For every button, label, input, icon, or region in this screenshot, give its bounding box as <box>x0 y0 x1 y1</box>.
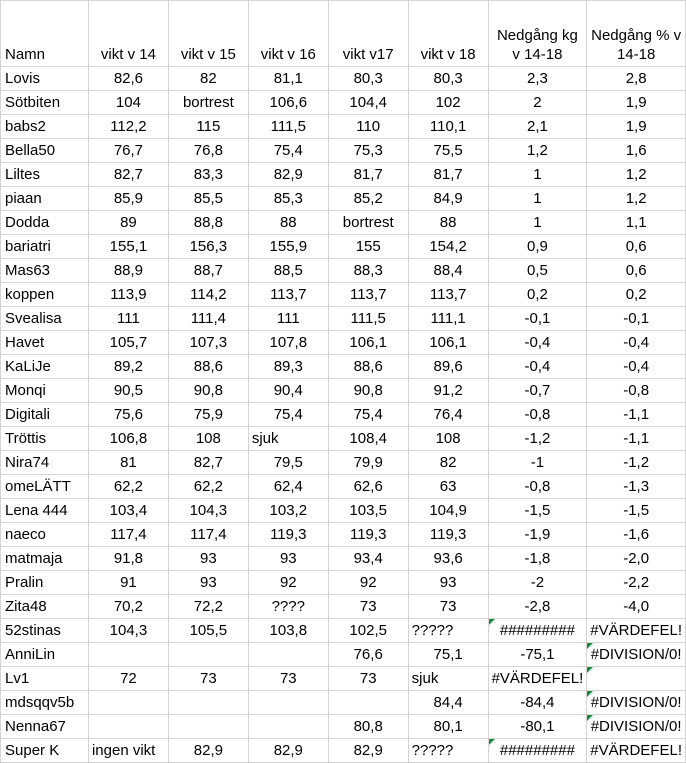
cell-week18[interactable]: 84,9 <box>408 187 488 211</box>
cell-week16[interactable]: 113,7 <box>248 283 328 307</box>
cell-week17[interactable]: 62,6 <box>328 475 408 499</box>
cell-loss-kg[interactable]: -0,8 <box>488 403 587 427</box>
cell-week15[interactable]: 76,8 <box>168 139 248 163</box>
cell-week16[interactable]: 106,6 <box>248 91 328 115</box>
cell-name[interactable]: omeLÄTT <box>1 475 89 499</box>
cell-week14[interactable]: 113,9 <box>88 283 168 307</box>
cell-week16[interactable]: sjuk <box>248 427 328 451</box>
cell-week17[interactable]: 81,7 <box>328 163 408 187</box>
cell-loss-kg[interactable]: -1,8 <box>488 547 587 571</box>
cell-loss-pct[interactable]: 2,8 <box>587 67 686 91</box>
cell-week16[interactable]: 111 <box>248 307 328 331</box>
cell-week14[interactable]: 104,3 <box>88 619 168 643</box>
cell-week17[interactable]: 155 <box>328 235 408 259</box>
cell-week14[interactable]: 112,2 <box>88 115 168 139</box>
cell-week17[interactable]: 80,3 <box>328 67 408 91</box>
cell-name[interactable]: Zita48 <box>1 595 89 619</box>
cell-week15[interactable]: 104,3 <box>168 499 248 523</box>
cell-loss-kg[interactable]: -1,9 <box>488 523 587 547</box>
cell-week15[interactable]: 114,2 <box>168 283 248 307</box>
cell-week18[interactable]: 88,4 <box>408 259 488 283</box>
cell-loss-pct[interactable]: #DIVISION/0! <box>587 643 686 667</box>
cell-week16[interactable]: 89,3 <box>248 355 328 379</box>
cell-week17[interactable]: 102,5 <box>328 619 408 643</box>
table-row <box>1 523 686 547</box>
cell-loss-kg[interactable]: 0,9 <box>488 235 587 259</box>
cell-week17[interactable]: 75,4 <box>328 403 408 427</box>
cell-week15[interactable]: 85,5 <box>168 187 248 211</box>
table-row <box>1 307 686 331</box>
cell-week18[interactable]: ????? <box>408 739 488 763</box>
cell-week15[interactable]: 156,3 <box>168 235 248 259</box>
cell-name[interactable]: piaan <box>1 187 89 211</box>
cell-week15[interactable]: 111,4 <box>168 307 248 331</box>
cell-week14[interactable]: 72 <box>88 667 168 691</box>
cell-loss-kg[interactable]: 2,3 <box>488 67 587 91</box>
cell-loss-pct[interactable]: -2,0 <box>587 547 686 571</box>
cell-name[interactable]: Nira74 <box>1 451 89 475</box>
cell-week18[interactable]: 80,1 <box>408 715 488 739</box>
header-cell-week14[interactable]: vikt v 14 <box>88 1 168 67</box>
table-row <box>1 691 686 715</box>
cell-loss-kg[interactable]: ######### <box>488 619 587 643</box>
cell-week17[interactable]: 110 <box>328 115 408 139</box>
cell-week14[interactable]: 82,7 <box>88 163 168 187</box>
cell-week17[interactable]: 73 <box>328 595 408 619</box>
cell-loss-kg[interactable]: #VÄRDEFEL! <box>488 667 587 691</box>
cell-loss-pct[interactable]: 1,2 <box>587 163 686 187</box>
table-row <box>1 739 686 763</box>
cell-week17[interactable]: 76,6 <box>328 643 408 667</box>
cell-week17[interactable]: 73 <box>328 667 408 691</box>
cell-week16[interactable]: 92 <box>248 571 328 595</box>
cell-loss-pct[interactable]: 1,9 <box>587 91 686 115</box>
cell-loss-kg[interactable]: -1 <box>488 451 587 475</box>
cell-week14[interactable]: 89 <box>88 211 168 235</box>
cell-week18[interactable]: 108 <box>408 427 488 451</box>
cell-week17[interactable]: 75,3 <box>328 139 408 163</box>
cell-week16[interactable]: 79,5 <box>248 451 328 475</box>
cell-week18[interactable]: 91,2 <box>408 379 488 403</box>
cell-loss-kg[interactable]: -84,4 <box>488 691 587 715</box>
cell-name[interactable]: mdsqqv5b <box>1 691 89 715</box>
cell-week17[interactable]: 93,4 <box>328 547 408 571</box>
cell-week14[interactable]: 117,4 <box>88 523 168 547</box>
table-row <box>1 667 686 691</box>
cell-week16[interactable]: 81,1 <box>248 67 328 91</box>
cell-name[interactable]: AnniLin <box>1 643 89 667</box>
cell-week14[interactable] <box>88 715 168 739</box>
cell-name[interactable]: Bella50 <box>1 139 89 163</box>
cell-loss-pct[interactable]: -1,1 <box>587 403 686 427</box>
cell-loss-kg[interactable]: 0,2 <box>488 283 587 307</box>
cell-week14[interactable]: 90,5 <box>88 379 168 403</box>
cell-week15[interactable]: 117,4 <box>168 523 248 547</box>
cell-week14[interactable]: 105,7 <box>88 331 168 355</box>
cell-loss-kg[interactable]: -0,4 <box>488 355 587 379</box>
cell-loss-kg[interactable]: -1,2 <box>488 427 587 451</box>
cell-loss-kg[interactable]: 1,2 <box>488 139 587 163</box>
cell-week18[interactable]: sjuk <box>408 667 488 691</box>
cell-week17[interactable]: 104,4 <box>328 91 408 115</box>
cell-week14[interactable]: 103,4 <box>88 499 168 523</box>
table-row <box>1 715 686 739</box>
cell-loss-pct[interactable]: 0,6 <box>587 259 686 283</box>
cell-week18[interactable]: 76,4 <box>408 403 488 427</box>
cell-name[interactable]: Svealisa <box>1 307 89 331</box>
cell-week16[interactable]: 93 <box>248 547 328 571</box>
cell-week17[interactable]: 113,7 <box>328 283 408 307</box>
cell-week18[interactable]: 81,7 <box>408 163 488 187</box>
cell-week18[interactable]: 73 <box>408 595 488 619</box>
cell-week14[interactable] <box>88 691 168 715</box>
cell-week18[interactable]: 75,1 <box>408 643 488 667</box>
cell-week16[interactable]: 111,5 <box>248 115 328 139</box>
header-cell-loss-kg[interactable]: Nedgång kg v 14-18 <box>488 1 587 67</box>
header-cell-week18[interactable]: vikt v 18 <box>408 1 488 67</box>
table-row <box>1 211 686 235</box>
table-row <box>1 355 686 379</box>
cell-week14[interactable]: 89,2 <box>88 355 168 379</box>
cell-loss-pct[interactable] <box>587 667 686 691</box>
cell-loss-pct[interactable]: 1,1 <box>587 211 686 235</box>
cell-week17[interactable]: 92 <box>328 571 408 595</box>
header-cell-week15[interactable]: vikt v 15 <box>168 1 248 67</box>
cell-week18[interactable]: 82 <box>408 451 488 475</box>
cell-loss-kg[interactable]: -0,7 <box>488 379 587 403</box>
cell-loss-pct[interactable]: 1,6 <box>587 139 686 163</box>
cell-loss-kg[interactable]: -0,1 <box>488 307 587 331</box>
cell-week18[interactable]: 154,2 <box>408 235 488 259</box>
table-row <box>1 379 686 403</box>
cell-week18[interactable]: 88 <box>408 211 488 235</box>
table-row <box>1 115 686 139</box>
cell-name[interactable]: bariatri <box>1 235 89 259</box>
cell-week14[interactable]: 106,8 <box>88 427 168 451</box>
cell-week16[interactable]: 88,5 <box>248 259 328 283</box>
cell-name[interactable]: Sötbiten <box>1 91 89 115</box>
cell-week18[interactable]: 93,6 <box>408 547 488 571</box>
cell-loss-kg[interactable]: 1 <box>488 163 587 187</box>
table-row <box>1 403 686 427</box>
cell-week16[interactable]: 75,4 <box>248 139 328 163</box>
cell-week17[interactable] <box>328 691 408 715</box>
cell-week16[interactable]: ???? <box>248 595 328 619</box>
cell-week16[interactable] <box>248 715 328 739</box>
cell-week16[interactable]: 85,3 <box>248 187 328 211</box>
cell-name[interactable]: Pralin <box>1 571 89 595</box>
cell-week17[interactable]: 88,6 <box>328 355 408 379</box>
cell-week18[interactable]: 89,6 <box>408 355 488 379</box>
cell-week15[interactable]: 62,2 <box>168 475 248 499</box>
cell-week14[interactable]: 75,6 <box>88 403 168 427</box>
cell-loss-pct[interactable]: #DIVISION/0! <box>587 715 686 739</box>
cell-week14[interactable]: 88,9 <box>88 259 168 283</box>
cell-week15[interactable]: 88,7 <box>168 259 248 283</box>
cell-week15[interactable]: 105,5 <box>168 619 248 643</box>
cell-loss-pct[interactable]: #VÄRDEFEL! <box>587 739 686 763</box>
cell-loss-pct[interactable]: 0,6 <box>587 235 686 259</box>
cell-name[interactable]: KaLiJe <box>1 355 89 379</box>
cell-week17[interactable]: 82,9 <box>328 739 408 763</box>
cell-week14[interactable]: 85,9 <box>88 187 168 211</box>
table-row <box>1 451 686 475</box>
cell-week14[interactable]: 76,7 <box>88 139 168 163</box>
cell-loss-kg[interactable]: -75,1 <box>488 643 587 667</box>
cell-name[interactable]: Mas63 <box>1 259 89 283</box>
header-row <box>1 1 686 67</box>
cell-week15[interactable] <box>168 691 248 715</box>
cell-week14[interactable]: 104 <box>88 91 168 115</box>
cell-week14[interactable] <box>88 643 168 667</box>
cell-week16[interactable]: 73 <box>248 667 328 691</box>
cell-week16[interactable]: 82,9 <box>248 739 328 763</box>
cell-week15[interactable]: 82,7 <box>168 451 248 475</box>
cell-week14[interactable]: 62,2 <box>88 475 168 499</box>
cell-week16[interactable]: 107,8 <box>248 331 328 355</box>
cell-loss-pct[interactable]: -0,8 <box>587 379 686 403</box>
cell-loss-pct[interactable]: #VÄRDEFEL! <box>587 619 686 643</box>
cell-loss-kg[interactable]: 1 <box>488 211 587 235</box>
cell-loss-kg[interactable]: 2 <box>488 91 587 115</box>
cell-week15[interactable]: 82 <box>168 67 248 91</box>
header-cell-week16[interactable]: vikt v 16 <box>248 1 328 67</box>
table-row <box>1 67 686 91</box>
cell-week16[interactable]: 103,8 <box>248 619 328 643</box>
table-row <box>1 235 686 259</box>
cell-week17[interactable]: 80,8 <box>328 715 408 739</box>
cell-loss-pct[interactable]: 1,9 <box>587 115 686 139</box>
cell-week15[interactable]: 115 <box>168 115 248 139</box>
cell-loss-kg[interactable]: 2,1 <box>488 115 587 139</box>
cell-week14[interactable]: 155,1 <box>88 235 168 259</box>
cell-week16[interactable]: 82,9 <box>248 163 328 187</box>
cell-name[interactable]: koppen <box>1 283 89 307</box>
cell-loss-pct[interactable]: -4,0 <box>587 595 686 619</box>
table-row <box>1 427 686 451</box>
cell-week18[interactable]: ????? <box>408 619 488 643</box>
table-row <box>1 187 686 211</box>
cell-name[interactable]: Lena 444 <box>1 499 89 523</box>
cell-week16[interactable]: 90,4 <box>248 379 328 403</box>
cell-week16[interactable] <box>248 691 328 715</box>
cell-name[interactable]: naeco <box>1 523 89 547</box>
table-row <box>1 547 686 571</box>
cell-name[interactable]: matmaja <box>1 547 89 571</box>
cell-week14[interactable]: 81 <box>88 451 168 475</box>
table-row <box>1 499 686 523</box>
cell-week17[interactable]: 88,3 <box>328 259 408 283</box>
cell-week15[interactable]: bortrest <box>168 91 248 115</box>
cell-week18[interactable]: 111,1 <box>408 307 488 331</box>
cell-week17[interactable]: bortrest <box>328 211 408 235</box>
cell-name[interactable]: Digitali <box>1 403 89 427</box>
table-row <box>1 619 686 643</box>
cell-loss-pct[interactable]: -2,2 <box>587 571 686 595</box>
cell-loss-kg[interactable]: -1,5 <box>488 499 587 523</box>
cell-week17[interactable]: 103,5 <box>328 499 408 523</box>
cell-loss-kg[interactable]: -2 <box>488 571 587 595</box>
cell-loss-kg[interactable]: -0,4 <box>488 331 587 355</box>
cell-week17[interactable]: 85,2 <box>328 187 408 211</box>
cell-week16[interactable]: 155,9 <box>248 235 328 259</box>
cell-week15[interactable] <box>168 643 248 667</box>
table-row <box>1 283 686 307</box>
cell-name[interactable]: Havet <box>1 331 89 355</box>
table-row <box>1 595 686 619</box>
header-cell-week17[interactable]: vikt v17 <box>328 1 408 67</box>
table-row <box>1 163 686 187</box>
table-row <box>1 259 686 283</box>
cell-loss-kg[interactable]: ######### <box>488 739 587 763</box>
cell-name[interactable]: Nenna67 <box>1 715 89 739</box>
cell-loss-pct[interactable]: #DIVISION/0! <box>587 691 686 715</box>
table-row <box>1 475 686 499</box>
cell-week18[interactable]: 93 <box>408 571 488 595</box>
cell-loss-pct[interactable]: 1,2 <box>587 187 686 211</box>
cell-name[interactable]: Lv1 <box>1 667 89 691</box>
cell-name[interactable]: Monqi <box>1 379 89 403</box>
cell-loss-pct[interactable]: -1,6 <box>587 523 686 547</box>
cell-week17[interactable]: 111,5 <box>328 307 408 331</box>
cell-loss-pct[interactable]: 0,2 <box>587 283 686 307</box>
cell-name[interactable]: 52stinas <box>1 619 89 643</box>
cell-name[interactable]: Super K <box>1 739 89 763</box>
table-row <box>1 139 686 163</box>
cell-week15[interactable]: 108 <box>168 427 248 451</box>
cell-week14[interactable]: 82,6 <box>88 67 168 91</box>
cell-week16[interactable]: 75,4 <box>248 403 328 427</box>
cell-week16[interactable]: 103,2 <box>248 499 328 523</box>
cell-week14[interactable]: ingen vikt <box>88 739 168 763</box>
cell-week16[interactable]: 88 <box>248 211 328 235</box>
cell-week15[interactable]: 88,6 <box>168 355 248 379</box>
cell-loss-pct[interactable]: -1,1 <box>587 427 686 451</box>
cell-name[interactable]: Tröttis <box>1 427 89 451</box>
cell-week16[interactable]: 62,4 <box>248 475 328 499</box>
table-row <box>1 91 686 115</box>
cell-week18[interactable]: 106,1 <box>408 331 488 355</box>
cell-loss-pct[interactable]: -0,1 <box>587 307 686 331</box>
cell-week18[interactable]: 110,1 <box>408 115 488 139</box>
cell-week15[interactable]: 90,8 <box>168 379 248 403</box>
cell-week18[interactable]: 119,3 <box>408 523 488 547</box>
cell-week17[interactable]: 106,1 <box>328 331 408 355</box>
cell-week16[interactable]: 119,3 <box>248 523 328 547</box>
cell-name[interactable]: Lovis <box>1 67 89 91</box>
cell-week17[interactable]: 90,8 <box>328 379 408 403</box>
cell-week15[interactable]: 88,8 <box>168 211 248 235</box>
table-row <box>1 571 686 595</box>
cell-week15[interactable]: 83,3 <box>168 163 248 187</box>
cell-week15[interactable]: 75,9 <box>168 403 248 427</box>
cell-week15[interactable]: 93 <box>168 547 248 571</box>
header-cell-loss-pct[interactable]: Nedgång % v 14-18 <box>587 1 686 67</box>
cell-week18[interactable]: 80,3 <box>408 67 488 91</box>
cell-week14[interactable]: 70,2 <box>88 595 168 619</box>
cell-week18[interactable]: 84,4 <box>408 691 488 715</box>
cell-loss-pct[interactable]: -1,2 <box>587 451 686 475</box>
cell-week17[interactable]: 108,4 <box>328 427 408 451</box>
cell-week17[interactable]: 79,9 <box>328 451 408 475</box>
cell-week18[interactable]: 104,9 <box>408 499 488 523</box>
cell-week18[interactable]: 102 <box>408 91 488 115</box>
cell-name[interactable]: Liltes <box>1 163 89 187</box>
header-cell-name[interactable]: Namn <box>1 1 89 67</box>
cell-week17[interactable]: 119,3 <box>328 523 408 547</box>
cell-name[interactable]: Dodda <box>1 211 89 235</box>
cell-week18[interactable]: 113,7 <box>408 283 488 307</box>
cell-week15[interactable]: 73 <box>168 667 248 691</box>
cell-loss-kg[interactable]: -80,1 <box>488 715 587 739</box>
cell-week18[interactable]: 75,5 <box>408 139 488 163</box>
cell-loss-kg[interactable]: -0,8 <box>488 475 587 499</box>
cell-week15[interactable]: 82,9 <box>168 739 248 763</box>
cell-loss-kg[interactable]: 0,5 <box>488 259 587 283</box>
cell-week18[interactable]: 63 <box>408 475 488 499</box>
cell-loss-pct[interactable]: -0,4 <box>587 331 686 355</box>
cell-week14[interactable]: 111 <box>88 307 168 331</box>
cell-loss-kg[interactable]: -2,8 <box>488 595 587 619</box>
cell-week14[interactable]: 91 <box>88 571 168 595</box>
cell-week16[interactable] <box>248 643 328 667</box>
cell-week15[interactable]: 107,3 <box>168 331 248 355</box>
cell-loss-pct[interactable]: -0,4 <box>587 355 686 379</box>
cell-loss-kg[interactable]: 1 <box>488 187 587 211</box>
cell-week15[interactable]: 72,2 <box>168 595 248 619</box>
cell-week15[interactable]: 93 <box>168 571 248 595</box>
cell-loss-pct[interactable]: -1,5 <box>587 499 686 523</box>
cell-week14[interactable]: 91,8 <box>88 547 168 571</box>
table-row <box>1 643 686 667</box>
cell-week15[interactable] <box>168 715 248 739</box>
cell-loss-pct[interactable]: -1,3 <box>587 475 686 499</box>
cell-name[interactable]: babs2 <box>1 115 89 139</box>
table-row <box>1 331 686 355</box>
